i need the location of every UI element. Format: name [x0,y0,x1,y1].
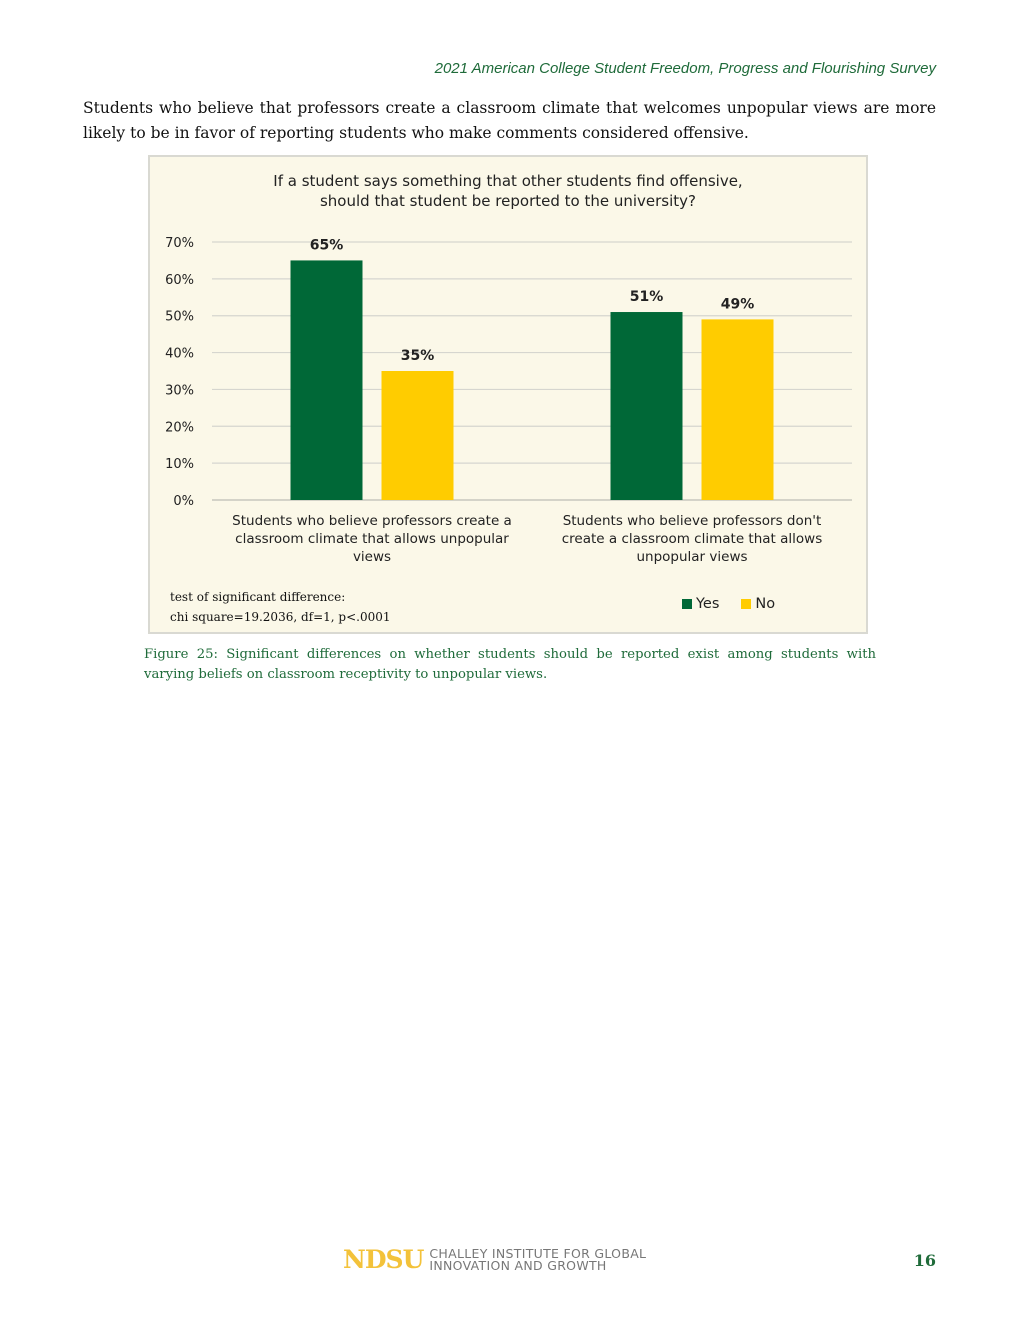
x-category-label: Students who believe professors don't [562,513,822,529]
chart-legend [682,596,775,612]
bar-chart [150,157,866,632]
chart-frame [148,155,868,634]
bar-no [702,319,774,500]
legend-label-no: No [755,596,776,612]
y-tick-label: 70% [165,236,194,251]
significance-note [170,587,391,627]
legend-item-no [741,596,775,612]
x-category-label: Students who believe professors create a [232,513,512,529]
legend-swatch-no [741,599,751,609]
bar-yes [291,260,363,500]
x-category-label: views [352,549,392,565]
data-label: 49% [720,296,755,313]
chart-title-line-1: If a student says something that other students find offensive, [273,172,743,190]
chart-title-line-2: should that student be reported to the university? [319,192,697,210]
x-category-label: create a classroom climate that allows [561,531,823,547]
data-label: 51% [629,289,664,306]
page-number: 16 [913,1251,936,1270]
y-tick-label: 30% [165,383,194,399]
data-label: 65% [309,237,344,254]
y-tick-label: 0% [173,494,194,509]
intro-paragraph: Students who believe that professors create a classroom climate that welcomes unpopular views are more likely to be in favor of reporting students who make comments considered offensive. [83,99,936,142]
ndsu-logo-mark: NDSU [343,1245,424,1274]
legend-item-yes [682,596,719,612]
institute-name [429,1245,647,1273]
y-tick-label: 60% [165,272,194,288]
y-tick-label: 50% [165,309,194,325]
legend-swatch-yes [682,599,692,609]
bar-yes [611,312,683,500]
x-category-label: classroom climate that allows unpopular [235,531,509,547]
running-header: 2021 American College Student Freedom, Progress and Flourishing Survey [434,60,936,77]
bar-no [382,371,454,500]
y-tick-label: 20% [165,420,194,436]
significance-note-line-1: test of significant difference: [170,590,346,604]
y-tick-label: 40% [165,346,194,362]
data-label: 35% [400,348,435,364]
x-category-label: unpopular views [636,549,748,565]
significance-note-line-2: chi square=19.2036, df=1, p<.0001 [170,610,391,624]
institute-name-line-1: CHALLEY INSTITUTE FOR GLOBAL [429,1245,647,1261]
footer-logo [343,1245,646,1274]
y-tick-label: 10% [165,457,194,473]
figure-caption: Figure 25: Significant differences on whether students should be reported exist among students with varying beliefs on classroom receptivity to unpopular views. [144,647,876,682]
legend-label-yes: Yes [696,596,720,612]
institute-name-line-2: INNOVATION AND GROWTH [429,1257,607,1273]
